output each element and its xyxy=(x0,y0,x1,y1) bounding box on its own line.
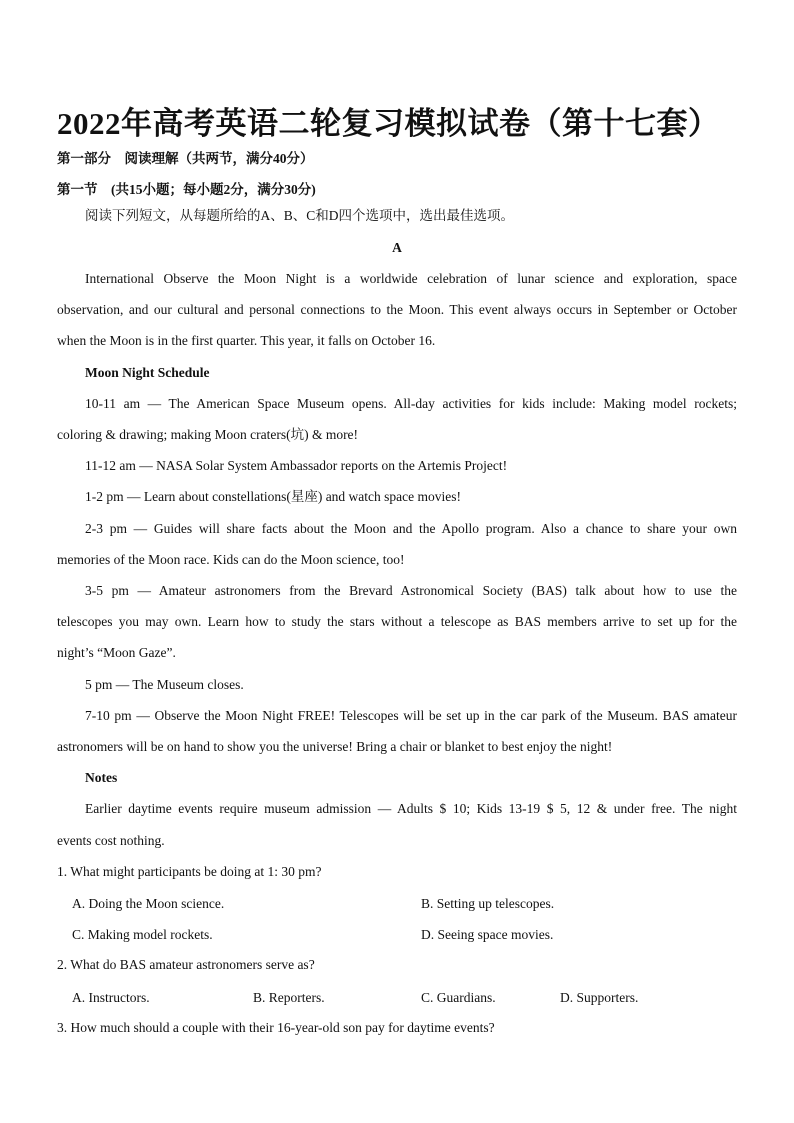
intro-line: International Observe the Moon Night is a worldwide celebration of lunar science and exploration, space xyxy=(85,271,737,286)
question-stem: 2. What do BAS amateur astronomers serve as? xyxy=(57,957,315,972)
schedule-heading: Moon Night Schedule xyxy=(85,365,210,380)
answer-option[interactable]: C. Making model rockets. xyxy=(72,927,213,942)
instruction-text: 阅读下列短文，从每题所给的A、B、C和D四个选项中，选出最佳选项。 xyxy=(85,208,515,223)
answer-option[interactable]: C. Guardians. xyxy=(421,990,496,1005)
section-heading: 第一节 (共15小题；每小题2分，满分30分) xyxy=(57,182,316,197)
schedule-line: 1-2 pm — Learn about constellations(星座) and watch space movies! xyxy=(85,489,462,504)
intro-line: when the Moon is in the first quarter. This year, it falls on October 16. xyxy=(57,333,436,348)
answer-option[interactable]: A. Instructors. xyxy=(72,990,150,1005)
schedule-line: memories of the Moon race. Kids can do the Moon science, too! xyxy=(57,552,405,567)
schedule-line: 2-3 pm — Guides will share facts about the Moon and the Apollo program. Also a chance to share your own xyxy=(85,521,737,536)
notes-line: Earlier daytime events require museum admission — Adults $ 10; Kids 13-19 $ 5, 12 & under free. The night xyxy=(85,801,737,816)
schedule-line: 11-12 am — NASA Solar System Ambassador reports on the Artemis Project! xyxy=(85,458,508,473)
answer-option[interactable]: D. Seeing space movies. xyxy=(421,927,554,942)
schedule-line: night’s “Moon Gaze”. xyxy=(57,645,176,660)
schedule-line: 7-10 pm — Observe the Moon Night FREE! Telescopes will be set up in the car park of the Museum. BAS amateur xyxy=(85,708,737,723)
schedule-line: 5 pm — The Museum closes. xyxy=(85,677,244,692)
page-title: 2022年高考英语二轮复习模拟试卷（第十七套） xyxy=(57,106,720,141)
schedule-line: 3-5 pm — Amateur astronomers from the Brevard Astronomical Society (BAS) talk about how to use the xyxy=(85,583,737,598)
notes-line: events cost nothing. xyxy=(57,833,165,848)
answer-option[interactable]: A. Doing the Moon science. xyxy=(72,896,225,911)
answer-option[interactable]: B. Setting up telescopes. xyxy=(421,896,555,911)
schedule-line: 10-11 am — The American Space Museum opens. All-day activities for kids include: Making model rockets; xyxy=(85,396,737,411)
part-heading: 第一部分 阅读理解（共两节，满分40分） xyxy=(57,151,314,166)
notes-heading: Notes xyxy=(85,770,118,785)
answer-option[interactable]: B. Reporters. xyxy=(253,990,325,1005)
question-stem: 3. How much should a couple with their 16-year-old son pay for daytime events? xyxy=(57,1020,495,1035)
question-stem: 1. What might participants be doing at 1: 30 pm? xyxy=(57,864,322,879)
passage-label: A xyxy=(392,240,402,255)
answer-option[interactable]: D. Supporters. xyxy=(560,990,639,1005)
intro-line: observation, and our cultural and personal connections to the Moon. This event always occurs in September or October xyxy=(57,302,737,317)
schedule-line: astronomers will be on hand to show you the universe! Bring a chair or blanket to best enjoy the night! xyxy=(57,739,613,754)
schedule-line: coloring & drawing; making Moon craters(坑) & more! xyxy=(57,427,359,442)
schedule-line: telescopes you may own. Learn how to study the stars without a telescope as BAS members arrive to set up for the xyxy=(57,614,737,629)
